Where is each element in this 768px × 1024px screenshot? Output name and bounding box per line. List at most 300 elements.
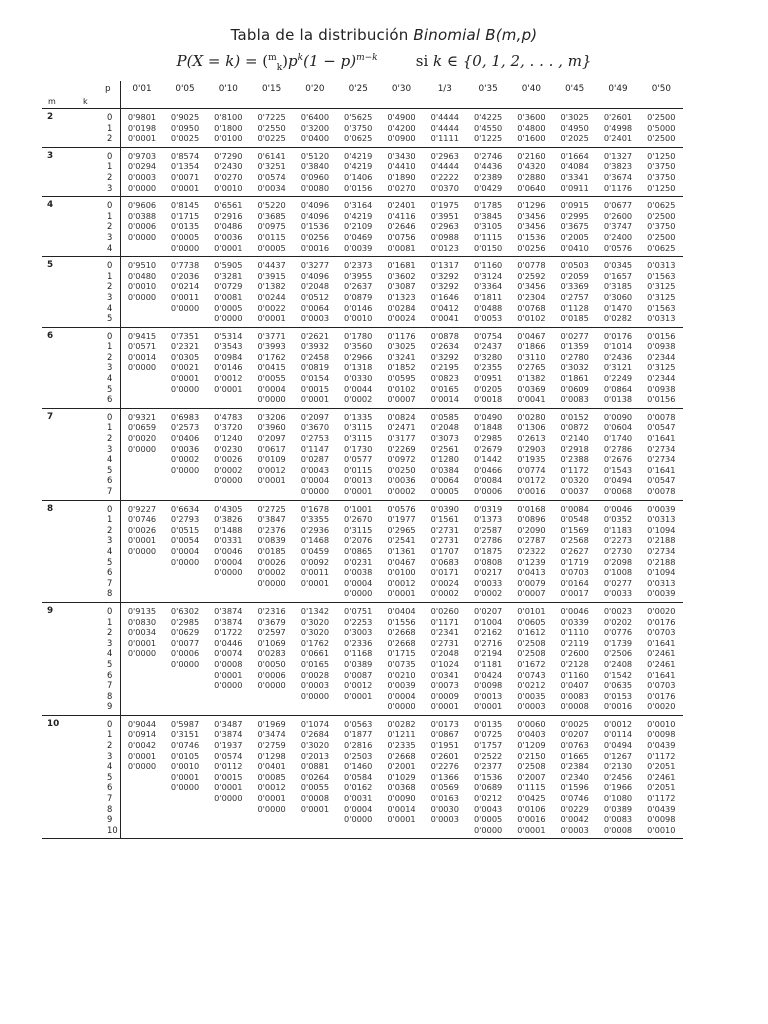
m-cell (42, 525, 68, 536)
probability-cell: 0'0004 (387, 690, 416, 701)
probability-cell: 0'0595 (387, 373, 416, 384)
probability-cell: 0'0677 (603, 200, 633, 211)
probability-cell: 0'0039 (337, 243, 380, 257)
probability-cell: 0'6400 (300, 112, 330, 122)
probability-cell: 0'1298 (257, 750, 286, 761)
table-row (42, 172, 683, 183)
k-cell: 4 (107, 373, 113, 384)
probability-cell: 0'0008 (214, 658, 243, 669)
probability-cell: 0'0012 (257, 782, 286, 793)
probability-cell: 0'1542 (603, 669, 633, 680)
probability-cell: 0'1442 (473, 454, 503, 465)
k-cell: 7 (107, 680, 113, 691)
probability-cell: 0'1536 (517, 231, 546, 242)
table-row (42, 691, 683, 702)
probability-cell: 0'0488 (473, 302, 503, 313)
probability-cell: 0'2936 (300, 524, 330, 535)
probability-cell: 0'2508 (517, 637, 546, 648)
m-cell (42, 313, 68, 327)
table-row (42, 715, 683, 729)
probability-cell: 0'2903 (517, 443, 546, 454)
probability-cell: 0'0725 (473, 729, 503, 740)
k-cell: 8 (68, 588, 120, 602)
probability-cell: 0'0033 (596, 588, 639, 602)
probability-cell: 0'9606 (120, 197, 163, 211)
probability-cell: 0'4219 (344, 210, 373, 221)
probability-cell: 0'3280 (473, 351, 503, 362)
probability-cell: 0'0005 (170, 231, 200, 242)
probability-cell: 0'0015 (300, 383, 330, 394)
probability-cell: 0'3060 (603, 291, 633, 302)
probability-cell: 0'0746 (170, 740, 200, 751)
probability-cell: 0'0486 (214, 221, 243, 232)
probability-cell: 0'2401 (596, 133, 639, 147)
probability-cell: 0'2194 (473, 648, 503, 659)
probability-cell: 0'0277 (603, 577, 633, 588)
probability-cell: 0'5000 (647, 122, 676, 133)
probability-cell: 0'0331 (214, 535, 243, 546)
probability-cell: 0'0014 (120, 352, 163, 363)
probability-cell: 0'3670 (300, 422, 330, 433)
probability-cell: 0'0001 (510, 825, 553, 839)
probability-cell: 0'3110 (517, 351, 546, 362)
probability-cell: 0'3087 (387, 281, 416, 292)
probability-cell: 0'2731 (430, 535, 459, 546)
probability-cell: 0'2389 (473, 171, 503, 182)
probability-cell: 0'0229 (560, 803, 589, 814)
probability-cell: 0'2005 (560, 231, 589, 242)
probability-cell: 0'4436 (473, 161, 503, 172)
probability-cell: 0'2222 (430, 171, 459, 182)
probability-cell: 0'3685 (257, 210, 286, 221)
probability-cell (120, 243, 163, 257)
probability-cell: 0'0135 (473, 718, 503, 729)
probability-cell: 0'0039 (387, 680, 416, 691)
table-row (42, 627, 683, 638)
probability-cell: 0'1468 (300, 535, 330, 546)
probability-cell (337, 825, 380, 839)
probability-cell: 0'1563 (647, 302, 676, 313)
probability-cell (120, 384, 163, 395)
probability-cell: 0'3750 (344, 122, 373, 133)
probability-cell: 0'0087 (344, 669, 373, 680)
probability-cell: 0'0154 (300, 373, 330, 384)
table-row (42, 373, 683, 384)
probability-cell: 0'1641 (647, 669, 676, 680)
probability-cell: 0'0001 (466, 701, 509, 715)
probability-cell: 0'1488 (214, 524, 243, 535)
table-row (42, 782, 683, 793)
probability-cell: 0'0490 (473, 411, 503, 422)
probability-cell: 0'0896 (517, 514, 546, 525)
m-cell (42, 232, 68, 243)
probability-cell: 0'0617 (257, 443, 286, 454)
probability-cell: 0'1359 (560, 341, 589, 352)
probability-cell: 0'2503 (344, 750, 373, 761)
probability-cell: 0'3364 (473, 281, 503, 292)
probability-cell: 0'0000 (380, 701, 423, 715)
probability-cell: 0'0439 (647, 740, 676, 751)
probability-cell: 0'0256 (510, 243, 553, 257)
m-cell (42, 761, 68, 772)
probability-cell: 0'0152 (560, 411, 589, 422)
probability-cell: 0'1556 (387, 616, 416, 627)
probability-cell: 0'2734 (647, 545, 676, 556)
probability-cell: 0'3355 (300, 514, 330, 525)
probability-cell: 0'0015 (214, 771, 243, 782)
probability-cell (250, 701, 293, 715)
probability-cell: 0'4783 (214, 411, 243, 422)
probability-cell (120, 701, 163, 715)
m-cell (42, 352, 68, 363)
probability-cell (120, 454, 163, 465)
probability-cell (120, 659, 163, 670)
probability-cell: 0'7738 (170, 260, 200, 271)
table-row (42, 313, 683, 327)
probability-cell: 0'2995 (560, 210, 589, 221)
p-header: 0'05 (175, 83, 195, 94)
probability-cell: 0'0020 (120, 433, 163, 444)
probability-cell: 0'0000 (337, 588, 380, 602)
probability-cell: 0'1080 (603, 793, 633, 804)
probability-cell (207, 486, 250, 500)
m-cell (42, 133, 68, 147)
probability-cell: 0'1600 (510, 133, 553, 147)
table-row (42, 352, 683, 363)
probability-cell: 0'0881 (300, 761, 330, 772)
probability-cell: 0'0163 (430, 793, 459, 804)
probability-cell: 0'3073 (430, 433, 459, 444)
probability-cell: 0'0001 (214, 383, 243, 394)
probability-cell: 0'0287 (300, 454, 330, 465)
probability-cell: 0'2731 (430, 637, 459, 648)
probability-cell: 0'0150 (466, 243, 509, 257)
k-cell: 3 (107, 362, 113, 373)
k-cell: 9 (68, 701, 120, 715)
probability-cell: 0'1877 (344, 729, 373, 740)
k-cell: 3 (107, 750, 113, 761)
probability-cell: 0'0000 (120, 444, 163, 455)
probability-cell: 0'0401 (257, 761, 286, 772)
probability-cell: 0'1074 (300, 718, 330, 729)
probability-cell: 0'0013 (473, 690, 503, 701)
k-cell: 1 (107, 729, 113, 740)
probability-cell: 0'2076 (344, 535, 373, 546)
probability-cell: 0'4950 (560, 122, 589, 133)
probability-cell: 0'0064 (430, 475, 459, 486)
probability-cell: 0'0429 (466, 183, 509, 197)
probability-cell: 0'0000 (257, 577, 286, 588)
probability-cell: 0'4550 (473, 122, 503, 133)
p-header: 0'15 (261, 83, 282, 94)
m-cell: 2 (47, 112, 54, 122)
probability-cell: 0'0000 (170, 383, 200, 394)
probability-cell: 0'2437 (473, 341, 503, 352)
probability-cell: 0'0020 (640, 701, 683, 715)
k-cell: 0 (107, 112, 113, 122)
probability-cell: 0'2573 (170, 422, 200, 433)
k-cell: 8 (107, 690, 113, 701)
probability-cell: 0'0569 (430, 782, 459, 793)
probability-cell: 0'2816 (344, 740, 373, 751)
probability-cell: 0'2461 (647, 648, 676, 659)
probability-cell: 0'0819 (300, 362, 330, 373)
p-header: 0'35 (478, 83, 498, 94)
probability-cell: 0'2355 (473, 362, 503, 373)
m-cell (42, 161, 68, 172)
probability-cell: 0'0146 (344, 302, 373, 313)
probability-cell: 0'3292 (430, 270, 459, 281)
probability-cell: 0'0984 (214, 351, 243, 362)
probability-cell: 0'0001 (120, 133, 163, 147)
probability-cell: 0'0016 (293, 243, 336, 257)
k-label: k (68, 97, 120, 109)
probability-cell: 0'2461 (647, 658, 676, 669)
probability-cell: 0'0000 (293, 486, 336, 500)
probability-cell: 0'4444 (430, 122, 459, 133)
probability-cell: 0'0005 (473, 814, 503, 825)
probability-cell: 0'1168 (344, 648, 373, 659)
k-cell: 5 (107, 383, 113, 394)
probability-cell: 0'4225 (473, 112, 503, 122)
probability-cell: 0'2188 (647, 535, 676, 546)
probability-cell: 0'1267 (603, 750, 633, 761)
probability-cell: 0'0003 (293, 313, 336, 327)
probability-cell: 0'1240 (214, 433, 243, 444)
probability-cell: 0'0512 (300, 291, 330, 302)
k-cell: 0 (107, 260, 113, 271)
formula-binom-top: m (268, 53, 277, 63)
probability-cell: 0'0763 (560, 740, 589, 751)
m-cell (42, 670, 68, 681)
probability-cell: 0'0071 (170, 171, 200, 182)
p-header: 0'40 (521, 83, 541, 94)
probability-cell (293, 825, 336, 839)
probability-cell: 0'0010 (207, 183, 250, 197)
probability-cell: 0'0006 (466, 486, 509, 500)
k-cell: 2 (107, 351, 113, 362)
probability-cell: 0'2098 (603, 556, 633, 567)
probability-cell: 0'0004 (257, 383, 286, 394)
m-cell (42, 648, 68, 659)
probability-cell: 0'8574 (170, 150, 200, 161)
probability-cell: 0'0746 (560, 793, 589, 804)
m-cell (42, 341, 68, 352)
probability-cell: 0'0018 (466, 394, 509, 408)
probability-cell: 0'1715 (387, 648, 416, 659)
probability-cell: 0'0000 (120, 292, 163, 303)
probability-cell: 0'0703 (647, 680, 676, 691)
formula-exp-m-k: m−k (356, 53, 378, 63)
probability-cell: 0'1296 (517, 200, 546, 211)
formula-lhs: P(X = k) = (176, 52, 263, 70)
k-cell: 7 (68, 486, 120, 500)
table-row (42, 578, 683, 589)
m-cell (42, 535, 68, 546)
m-cell (42, 292, 68, 303)
probability-cell: 0'1160 (473, 260, 503, 271)
probability-cell: 0'0703 (560, 567, 589, 578)
probability-cell: 0'3747 (603, 221, 633, 232)
probability-cell: 0'4800 (517, 122, 546, 133)
table-row (42, 761, 683, 772)
probability-cell: 0'2436 (603, 351, 633, 362)
k-cell: 3 (107, 291, 113, 302)
probability-cell: 0'1366 (430, 771, 459, 782)
k-cell: 2 (107, 171, 113, 182)
probability-cell: 0'0153 (603, 690, 633, 701)
probability-cell: 0'1470 (603, 302, 633, 313)
probability-cell: 0'0092 (300, 556, 330, 567)
title-distribution-name: Binomial B(m,p) (413, 26, 538, 44)
m-cell (42, 243, 68, 257)
probability-cell: 0'0260 (430, 605, 459, 616)
probability-cell: 0'2456 (603, 771, 633, 782)
probability-cell: 0'0320 (560, 475, 589, 486)
probability-cell: 0'5987 (170, 718, 200, 729)
probability-cell: 0'1318 (344, 362, 373, 373)
probability-cell: 0'0205 (473, 383, 503, 394)
m-cell (42, 221, 68, 232)
probability-cell: 0'2597 (257, 627, 286, 638)
probability-cell: 0'2253 (344, 616, 373, 627)
table-row (42, 183, 683, 197)
probability-cell: 0'0123 (423, 243, 466, 257)
probability-cell: 0'0001 (207, 243, 250, 257)
probability-cell: 0'2400 (603, 231, 633, 242)
formula-binom-bottom: k (276, 63, 283, 73)
probability-cell: 0'3341 (560, 171, 589, 182)
probability-cell (163, 691, 206, 702)
probability-cell: 0'0388 (120, 211, 163, 222)
probability-cell: 0'0100 (387, 567, 416, 578)
probability-cell: 0'0319 (473, 503, 503, 514)
probability-cell: 0'3164 (344, 200, 373, 211)
probability-cell: 0'2787 (517, 535, 546, 546)
probability-cell: 0'3020 (300, 627, 330, 638)
probability-cell: 0'2880 (517, 171, 546, 182)
probability-cell: 0'1977 (387, 514, 416, 525)
probability-cell: 0'4437 (257, 260, 286, 271)
table-row (42, 680, 683, 691)
probability-cell: 0'0494 (603, 740, 633, 751)
probability-cell: 0'2765 (517, 362, 546, 373)
probability-cell: 0'1785 (473, 200, 503, 211)
probability-cell: 0'2373 (344, 260, 373, 271)
probability-cell: 0'0576 (387, 503, 416, 514)
m-cell (42, 172, 68, 183)
probability-cell: 0'0000 (170, 464, 200, 475)
probability-cell: 0'2051 (647, 761, 676, 772)
probability-cell: 0'4305 (214, 503, 243, 514)
m-cell (42, 514, 68, 525)
probability-cell (163, 394, 206, 408)
m-cell: 9 (47, 605, 54, 616)
p-label: p (104, 83, 111, 94)
probability-cell: 0'2140 (560, 433, 589, 444)
probability-cell: 0'0938 (647, 341, 676, 352)
probability-cell: 0'0039 (647, 503, 676, 514)
probability-cell: 0'0703 (647, 627, 676, 638)
probability-cell: 0'0156 (647, 330, 676, 341)
probability-cell: 0'0277 (560, 330, 589, 341)
probability-cell: 0'1361 (387, 545, 416, 556)
probability-cell: 0'2668 (387, 750, 416, 761)
probability-cell: 0'0185 (257, 545, 286, 556)
probability-cell: 0'2188 (647, 556, 676, 567)
k-cell: 6 (107, 782, 113, 793)
probability-cell: 0'0280 (517, 411, 546, 422)
probability-cell: 0'3369 (560, 281, 589, 292)
probability-cell: 0'9321 (120, 408, 163, 422)
probability-cell (163, 313, 206, 327)
probability-cell: 0'1176 (596, 183, 639, 197)
m-cell (42, 454, 68, 465)
probability-cell: 0'2966 (344, 351, 373, 362)
probability-cell: 0'0352 (603, 514, 633, 525)
probability-cell: 0'0085 (257, 771, 286, 782)
probability-cell: 0'0751 (344, 605, 373, 616)
probability-cell: 0'0024 (430, 577, 459, 588)
probability-cell: 0'5120 (300, 150, 330, 161)
probability-cell: 0'1327 (603, 150, 633, 161)
probability-cell (120, 475, 163, 486)
m-cell (42, 578, 68, 589)
probability-cell: 0'0001 (344, 690, 373, 701)
probability-cell: 0'0016 (596, 701, 639, 715)
probability-cell: 0'3456 (517, 210, 546, 221)
probability-cell: 0'0003 (120, 172, 163, 183)
probability-cell: 0'2249 (603, 373, 633, 384)
m-cell (42, 793, 68, 804)
probability-cell: 0'4410 (387, 161, 416, 172)
probability-cell: 0'0025 (560, 718, 589, 729)
probability-cell: 0'5220 (257, 200, 286, 211)
formula-p: p (288, 52, 298, 70)
probability-cell: 0'1543 (603, 464, 633, 475)
probability-cell: 0'0016 (510, 486, 553, 500)
probability-cell: 0'0003 (553, 825, 596, 839)
probability-cell: 0'3874 (214, 729, 243, 740)
probability-cell: 0'2508 (517, 648, 546, 659)
probability-cell: 0'3720 (214, 422, 243, 433)
probability-cell (250, 486, 293, 500)
m-cell (42, 211, 68, 222)
probability-cell: 0'2130 (603, 761, 633, 772)
probability-cell: 0'0035 (517, 690, 546, 701)
probability-cell: 0'0012 (603, 718, 633, 729)
probability-cell: 0'1722 (214, 627, 243, 638)
probability-cell: 0'1657 (603, 270, 633, 281)
probability-cell: 0'3951 (430, 210, 459, 221)
probability-cell: 0'1008 (603, 567, 633, 578)
probability-cell: 0'1848 (473, 422, 503, 433)
probability-cell (163, 814, 206, 825)
probability-cell: 0'0410 (553, 243, 596, 257)
probability-cell: 0'0001 (380, 588, 423, 602)
probability-cell: 0'0839 (257, 535, 286, 546)
probability-cell: 0'0469 (344, 231, 373, 242)
probability-cell: 0'2344 (647, 351, 676, 362)
probability-cell: 0'1569 (560, 524, 589, 535)
probability-cell (120, 782, 163, 793)
probability-cell: 0'3292 (430, 281, 459, 292)
probability-cell: 0'0390 (430, 503, 459, 514)
table-body (42, 109, 683, 839)
probability-cell: 0'0000 (300, 690, 330, 701)
probability-cell (120, 814, 163, 825)
probability-cell: 0'0000 (214, 475, 243, 486)
